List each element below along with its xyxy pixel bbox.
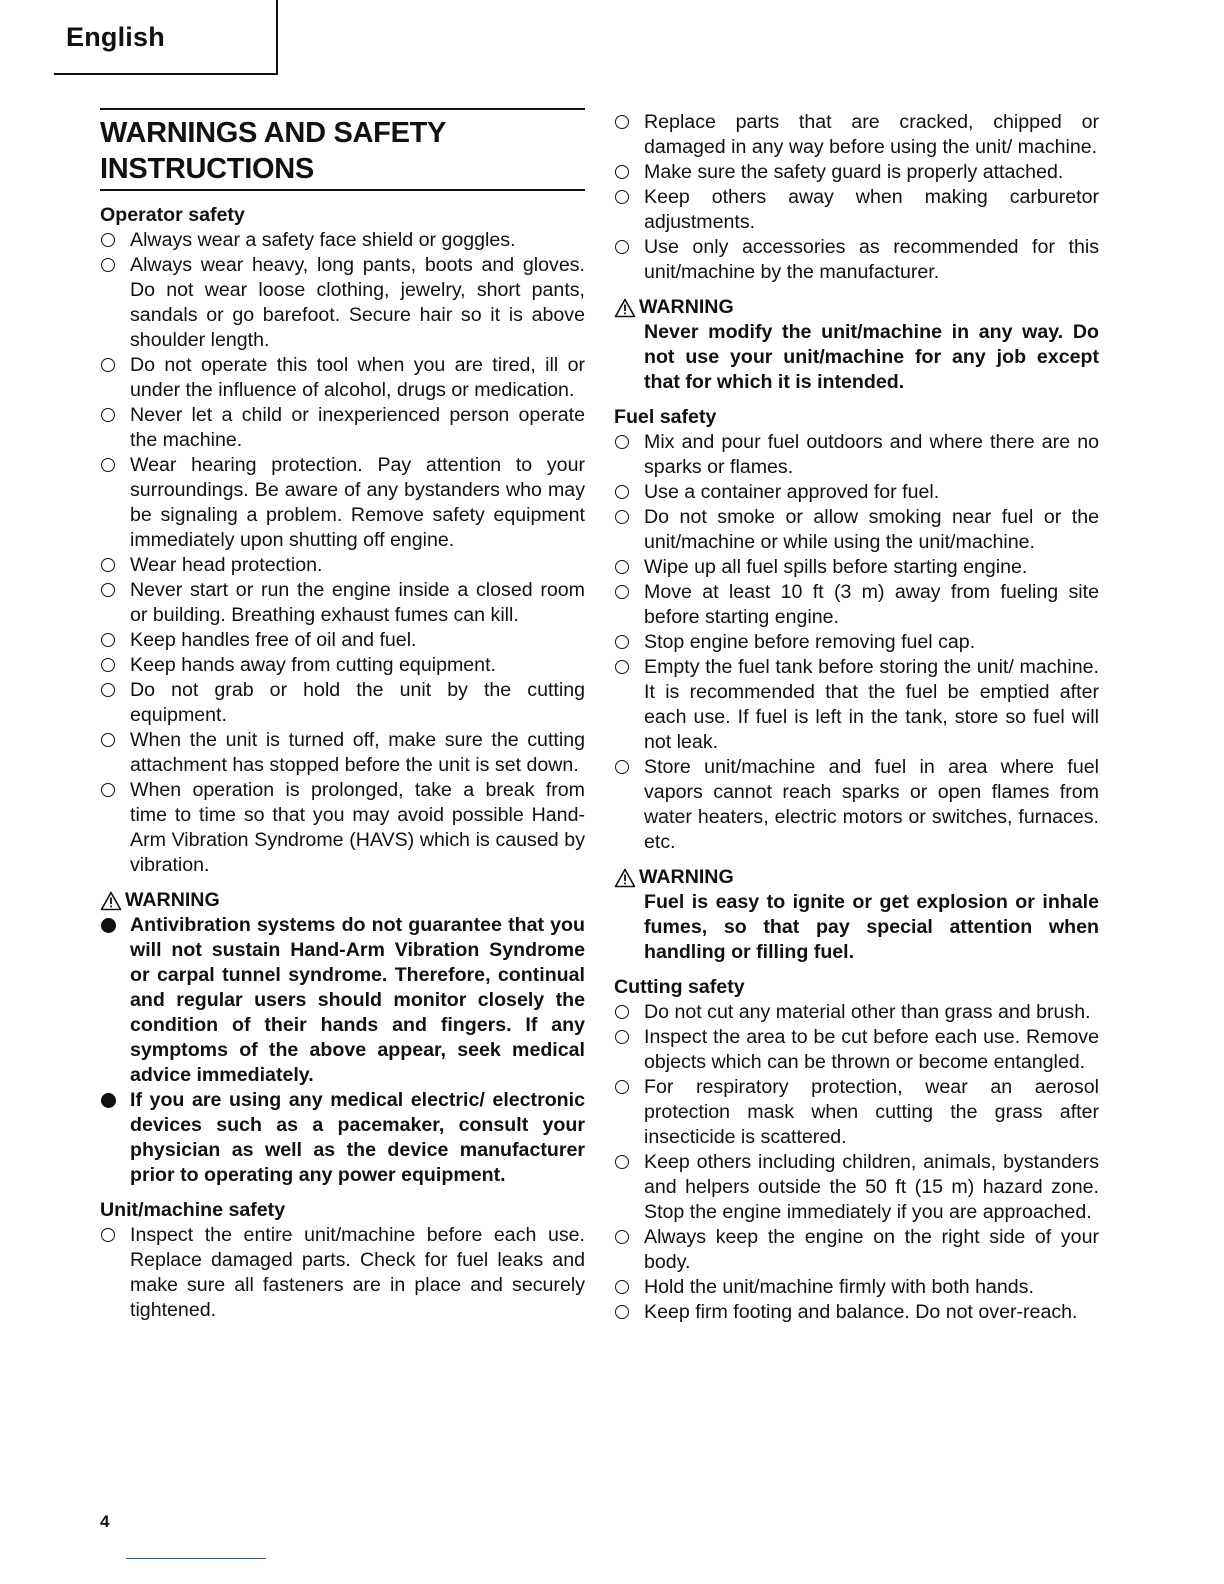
list-item: Wear hearing protection. Pay attention to your surroundings. Be aware of any bystanders who may be signaling a problem. Remove safety equipment immediately upon shutting off engine. bbox=[100, 453, 585, 553]
list-item: Antivibration systems do not guarantee that you will not sustain Hand-Arm Vibration Syndrome or carpal tunnel syndrome. Therefore, continual and regular users should monitor closely the condition of their hands and fingers. If any symptoms of the above appear, seek medical advice immediately. bbox=[100, 913, 585, 1088]
circle-bullet-icon bbox=[615, 1280, 629, 1294]
list-item: Never start or run the engine inside a closed room or building. Breathing exhaust fumes can kill. bbox=[100, 578, 585, 628]
list-item: When the unit is turned off, make sure the cutting attachment has stopped before the unit is set down. bbox=[100, 728, 585, 778]
list-item: Wipe up all fuel spills before starting engine. bbox=[614, 555, 1099, 580]
circle-bullet-icon bbox=[615, 760, 629, 774]
language-label: English bbox=[66, 22, 165, 52]
vibration-warning-list bbox=[100, 913, 585, 1188]
list-item: Store unit/machine and fuel in area where fuel vapors cannot reach sparks or open flames from water heaters, electric motors or switches, furnaces. etc. bbox=[614, 755, 1099, 855]
circle-bullet-icon bbox=[101, 458, 115, 472]
cutting-safety-list bbox=[614, 1000, 1099, 1325]
circle-bullet-icon bbox=[101, 658, 115, 672]
circle-bullet-icon bbox=[101, 1228, 115, 1242]
list-item: If you are using any medical electric/ electronic devices such as a pacemaker, consult your physician as well as the device manufacturer prior to operating any power equipment. bbox=[100, 1088, 585, 1188]
footer-divider bbox=[126, 1558, 266, 1559]
list-item: For respiratory protection, wear an aerosol protection mask when cutting the grass after insecticide is scattered. bbox=[614, 1075, 1099, 1150]
list-item: Always wear a safety face shield or goggles. bbox=[100, 228, 585, 253]
list-item: Stop engine before removing fuel cap. bbox=[614, 630, 1099, 655]
cutting-safety-heading: Cutting safety bbox=[614, 976, 745, 998]
circle-bullet-icon bbox=[101, 733, 115, 747]
list-item: Make sure the safety guard is properly attached. bbox=[614, 160, 1099, 185]
circle-bullet-icon bbox=[101, 683, 115, 697]
list-item: Do not operate this tool when you are tired, ill or under the influence of alcohol, drugs or medication. bbox=[100, 353, 585, 403]
circle-bullet-icon bbox=[615, 1080, 629, 1094]
unit-safety-heading: Unit/machine safety bbox=[100, 1199, 286, 1221]
unit-safety-list-right bbox=[614, 110, 1099, 285]
list-item: Wear head protection. bbox=[100, 553, 585, 578]
warning-label: WARNING bbox=[639, 866, 734, 888]
circle-bullet-icon bbox=[101, 583, 115, 597]
list-item: Move at least 10 ft (3 m) away from fueling site before starting engine. bbox=[614, 580, 1099, 630]
circle-bullet-icon bbox=[101, 258, 115, 272]
warning-triangle-icon bbox=[100, 891, 122, 911]
page-title-line-1: WARNINGS AND SAFETY bbox=[100, 117, 447, 149]
fuel-safety-heading: Fuel safety bbox=[614, 406, 717, 428]
list-item: Do not grab or hold the unit by the cutting equipment. bbox=[100, 678, 585, 728]
list-item: Never let a child or inexperienced person operate the machine. bbox=[100, 403, 585, 453]
list-item: Do not cut any material other than grass and brush. bbox=[614, 1000, 1099, 1025]
warning-heading-fuel bbox=[614, 865, 1099, 890]
circle-bullet-icon bbox=[615, 1005, 629, 1019]
circle-bullet-icon bbox=[615, 510, 629, 524]
circle-bullet-icon bbox=[615, 1305, 629, 1319]
title-block bbox=[100, 108, 585, 191]
list-item: Inspect the area to be cut before each use. Remove objects which can be thrown or become entangled. bbox=[614, 1025, 1099, 1075]
warning-triangle-icon bbox=[614, 868, 636, 888]
list-item: Use only accessories as recommended for this unit/machine by the manufacturer. bbox=[614, 235, 1099, 285]
warning-heading-vibration bbox=[100, 888, 585, 913]
warning-text-fuel: Fuel is easy to ignite or get explosion or inhale fumes, so that pay special attention when handling or filling fuel. bbox=[644, 891, 1099, 963]
warning-triangle-icon bbox=[614, 298, 636, 318]
warning-text-modify: Never modify the unit/machine in any way. Do not use your unit/machine for any job except that for which it is intended. bbox=[644, 321, 1099, 393]
circle-bullet-icon bbox=[615, 485, 629, 499]
list-item: Keep others including children, animals, bystanders and helpers outside the 50 ft (15 m) hazard zone. Stop the engine immediately if you are approached. bbox=[614, 1150, 1099, 1225]
circle-bullet-icon bbox=[101, 783, 115, 797]
filled-bullet-icon bbox=[101, 1093, 116, 1108]
circle-bullet-icon bbox=[615, 190, 629, 204]
list-item: Always wear heavy, long pants, boots and gloves. Do not wear loose clothing, jewelry, short pants, sandals or go barefoot. Secure hair so it is above shoulder length. bbox=[100, 253, 585, 353]
list-item: Always keep the engine on the right side of your body. bbox=[614, 1225, 1099, 1275]
circle-bullet-icon bbox=[615, 435, 629, 449]
unit-safety-list-left bbox=[100, 1223, 585, 1323]
circle-bullet-icon bbox=[101, 408, 115, 422]
circle-bullet-icon bbox=[101, 633, 115, 647]
list-item: Use a container approved for fuel. bbox=[614, 480, 1099, 505]
list-item: Empty the fuel tank before storing the unit/ machine. It is recommended that the fuel be emptied after each use. If fuel is left in the tank, store so fuel will not leak. bbox=[614, 655, 1099, 755]
circle-bullet-icon bbox=[615, 240, 629, 254]
circle-bullet-icon bbox=[615, 585, 629, 599]
warning-heading-modify bbox=[614, 295, 1099, 320]
right-column bbox=[614, 110, 1099, 1325]
list-item: Do not smoke or allow smoking near fuel or the unit/machine or while using the unit/machine. bbox=[614, 505, 1099, 555]
list-item: Hold the unit/machine firmly with both hands. bbox=[614, 1275, 1099, 1300]
circle-bullet-icon bbox=[615, 1030, 629, 1044]
circle-bullet-icon bbox=[101, 233, 115, 247]
operator-safety-heading: Operator safety bbox=[100, 204, 245, 226]
warning-label: WARNING bbox=[639, 296, 734, 318]
list-item: Keep others away when making carburetor adjustments. bbox=[614, 185, 1099, 235]
page-number: 4 bbox=[100, 1512, 110, 1531]
list-item: Inspect the entire unit/machine before each use. Replace damaged parts. Check for fuel leaks and make sure all fasteners are in place and securely tightened. bbox=[100, 1223, 585, 1323]
circle-bullet-icon bbox=[615, 560, 629, 574]
left-column bbox=[100, 108, 585, 1323]
list-item: Keep hands away from cutting equipment. bbox=[100, 653, 585, 678]
circle-bullet-icon bbox=[101, 358, 115, 372]
circle-bullet-icon bbox=[615, 660, 629, 674]
circle-bullet-icon bbox=[615, 1230, 629, 1244]
list-item: When operation is prolonged, take a break from time to time so that you may avoid possible Hand-Arm Vibration Syndrome (HAVS) which is caused by vibration. bbox=[100, 778, 585, 878]
operator-safety-list bbox=[100, 228, 585, 878]
list-item: Keep handles free of oil and fuel. bbox=[100, 628, 585, 653]
warning-label: WARNING bbox=[125, 889, 220, 911]
circle-bullet-icon bbox=[615, 115, 629, 129]
list-item: Keep firm footing and balance. Do not over-reach. bbox=[614, 1300, 1099, 1325]
fuel-safety-list bbox=[614, 430, 1099, 855]
circle-bullet-icon bbox=[101, 558, 115, 572]
circle-bullet-icon bbox=[615, 1155, 629, 1169]
list-item: Mix and pour fuel outdoors and where there are no sparks or flames. bbox=[614, 430, 1099, 480]
circle-bullet-icon bbox=[615, 635, 629, 649]
page-title-line-2: INSTRUCTIONS bbox=[100, 153, 314, 185]
circle-bullet-icon bbox=[615, 165, 629, 179]
filled-bullet-icon bbox=[101, 918, 116, 933]
list-item: Replace parts that are cracked, chipped or damaged in any way before using the unit/ machine. bbox=[614, 110, 1099, 160]
